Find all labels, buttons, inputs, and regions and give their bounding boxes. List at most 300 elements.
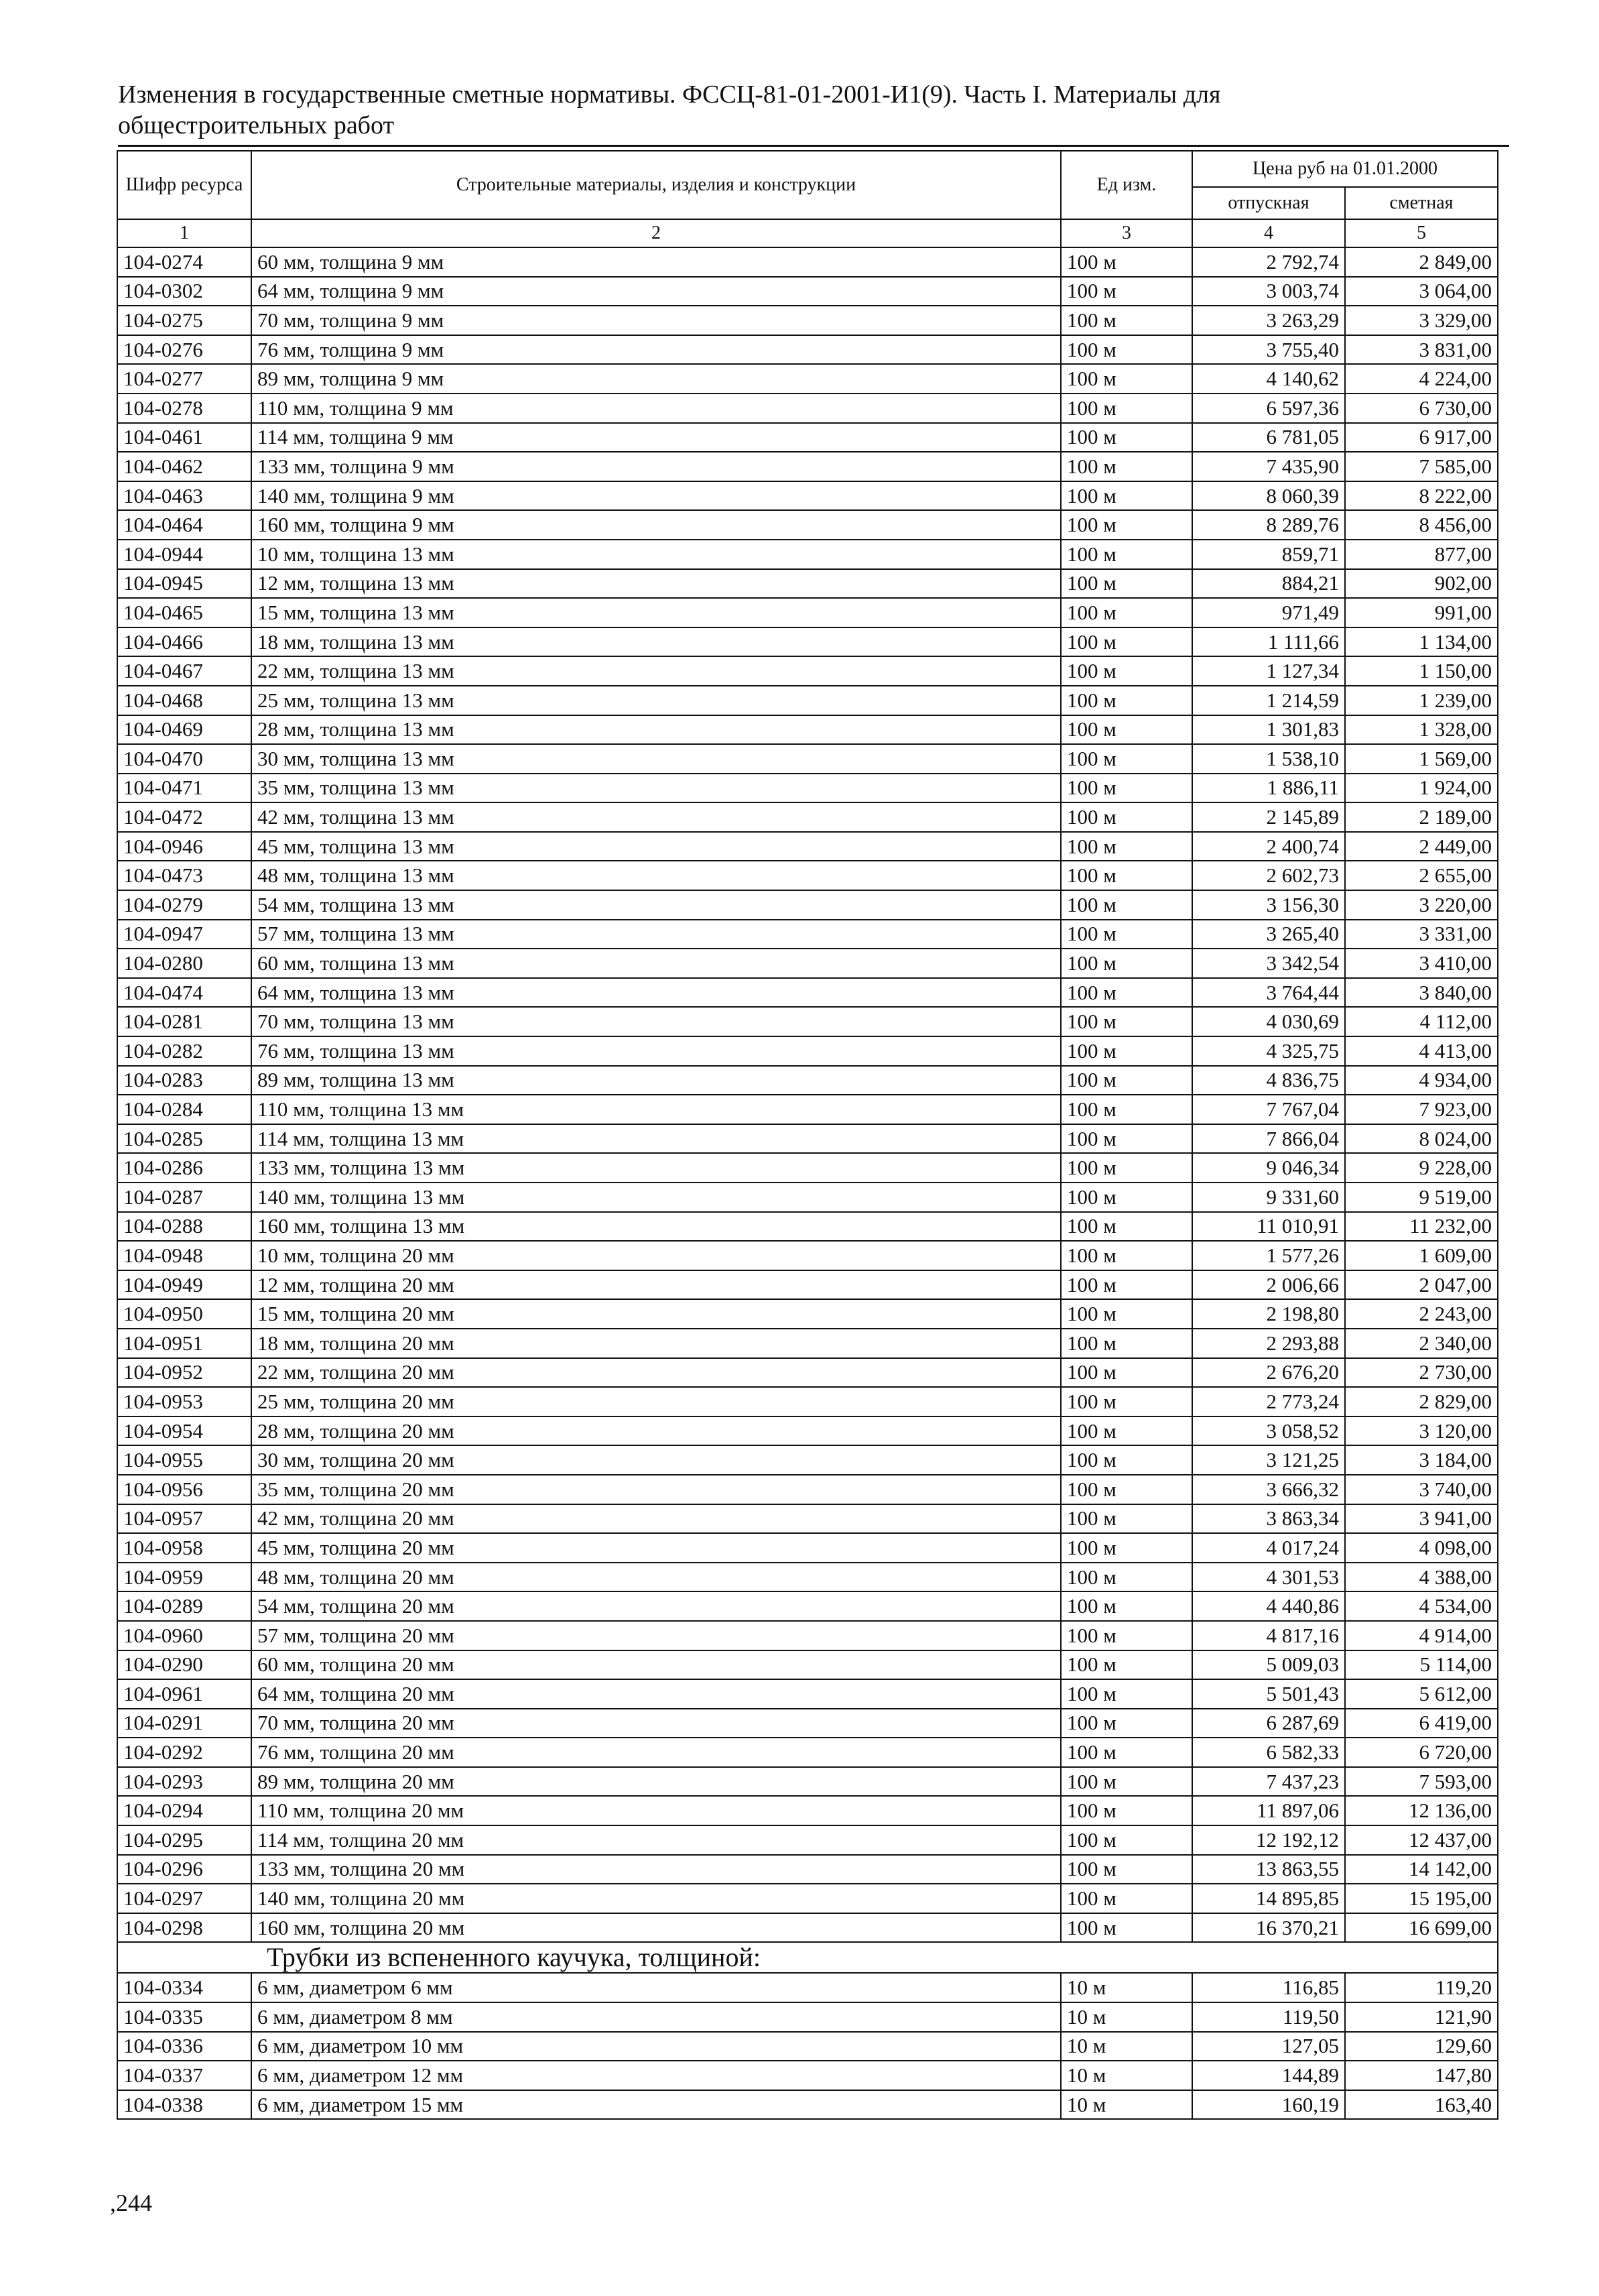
resource-code: 104-0336 (117, 2032, 251, 2061)
unit-of-measure: 100 м (1061, 1270, 1192, 1300)
resource-code: 104-0467 (117, 656, 251, 686)
release-price: 4 301,53 (1192, 1563, 1345, 1592)
release-price: 3 058,52 (1192, 1416, 1345, 1446)
unit-of-measure: 10 м (1061, 1973, 1192, 2002)
resource-code: 104-0287 (117, 1183, 251, 1212)
table-row (117, 306, 1498, 335)
estimate-price: 6 730,00 (1345, 394, 1498, 423)
resource-code: 104-0278 (117, 394, 251, 423)
unit-of-measure: 100 м (1061, 452, 1192, 481)
resource-code: 104-0950 (117, 1299, 251, 1329)
unit-of-measure: 100 м (1061, 1183, 1192, 1212)
material-name: 30 мм, толщина 13 мм (251, 744, 1061, 774)
table-row (117, 774, 1498, 803)
unit-of-measure: 100 м (1061, 1153, 1192, 1183)
resource-code: 104-0949 (117, 1270, 251, 1300)
release-price: 6 287,69 (1192, 1709, 1345, 1738)
material-name: 45 мм, толщина 20 мм (251, 1533, 1061, 1563)
release-price: 116,85 (1192, 1973, 1345, 2002)
table-row (117, 978, 1498, 1008)
release-price: 1 577,26 (1192, 1241, 1345, 1270)
resource-code: 104-0295 (117, 1825, 251, 1855)
resource-code: 104-0288 (117, 1212, 251, 1242)
material-name: 110 мм, толщина 20 мм (251, 1796, 1061, 1825)
material-name: 60 мм, толщина 13 мм (251, 949, 1061, 978)
unit-of-measure: 100 м (1061, 247, 1192, 277)
release-price: 2 293,88 (1192, 1329, 1345, 1358)
table-row (117, 1591, 1498, 1621)
estimate-price: 163,40 (1345, 2090, 1498, 2120)
table-row (117, 452, 1498, 481)
resource-code: 104-0289 (117, 1591, 251, 1621)
unit-of-measure: 100 м (1061, 1445, 1192, 1475)
estimate-price: 1 569,00 (1345, 744, 1498, 774)
unit-of-measure: 100 м (1061, 1036, 1192, 1066)
estimate-price: 3 329,00 (1345, 306, 1498, 335)
resource-code: 104-0956 (117, 1475, 251, 1504)
unit-of-measure: 100 м (1061, 481, 1192, 511)
table-row (117, 1855, 1498, 1884)
release-price: 119,50 (1192, 2002, 1345, 2032)
material-name: 22 мм, толщина 13 мм (251, 656, 1061, 686)
material-name: 89 мм, толщина 9 мм (251, 364, 1061, 394)
unit-of-measure: 100 м (1061, 1095, 1192, 1124)
resource-code: 104-0953 (117, 1387, 251, 1416)
table-row (117, 832, 1498, 861)
unit-of-measure: 100 м (1061, 774, 1192, 803)
unit-of-measure: 100 м (1061, 1709, 1192, 1738)
release-price: 4 440,86 (1192, 1591, 1345, 1621)
material-name: 6 мм, диаметром 8 мм (251, 2002, 1061, 2032)
table-row (117, 1621, 1498, 1650)
release-price: 4 817,16 (1192, 1621, 1345, 1650)
unit-of-measure: 100 м (1061, 1563, 1192, 1592)
material-name: 160 мм, толщина 20 мм (251, 1913, 1061, 1943)
release-price: 1 301,83 (1192, 715, 1345, 745)
estimate-price: 5 612,00 (1345, 1679, 1498, 1709)
resource-code: 104-0282 (117, 1036, 251, 1066)
estimate-price: 3 331,00 (1345, 920, 1498, 949)
resource-code: 104-0955 (117, 1445, 251, 1475)
release-price: 7 866,04 (1192, 1124, 1345, 1154)
resource-code: 104-0291 (117, 1709, 251, 1738)
estimate-price: 11 232,00 (1345, 1212, 1498, 1242)
unit-of-measure: 100 м (1061, 890, 1192, 920)
table-row (117, 1241, 1498, 1270)
release-price: 7 437,23 (1192, 1767, 1345, 1797)
unit-of-measure: 100 м (1061, 1416, 1192, 1446)
release-price: 1 214,59 (1192, 686, 1345, 715)
release-price: 4 017,24 (1192, 1533, 1345, 1563)
material-name: 42 мм, толщина 13 мм (251, 802, 1061, 832)
unit-of-measure: 100 м (1061, 715, 1192, 745)
section-title: Трубки из вспененного каучука, толщиной: (117, 1942, 1498, 1973)
resource-code: 104-0464 (117, 510, 251, 540)
unit-of-measure: 100 м (1061, 978, 1192, 1008)
unit-of-measure: 100 м (1061, 1066, 1192, 1095)
unit-of-measure: 100 м (1061, 1299, 1192, 1329)
table-body (117, 247, 1498, 1942)
release-price: 3 121,25 (1192, 1445, 1345, 1475)
estimate-price: 4 224,00 (1345, 364, 1498, 394)
estimate-price: 3 840,00 (1345, 978, 1498, 1008)
resource-code: 104-0298 (117, 1913, 251, 1943)
estimate-price: 991,00 (1345, 598, 1498, 627)
table-row (117, 394, 1498, 423)
unit-of-measure: 100 м (1061, 1913, 1192, 1943)
unit-of-measure: 100 м (1061, 1241, 1192, 1270)
table-row (117, 2032, 1498, 2061)
estimate-price: 2 849,00 (1345, 247, 1498, 277)
unit-of-measure: 100 м (1061, 335, 1192, 365)
unit-of-measure: 100 м (1061, 1007, 1192, 1036)
estimate-price: 4 112,00 (1345, 1007, 1498, 1036)
table-row (117, 1270, 1498, 1300)
estimate-price: 2 243,00 (1345, 1299, 1498, 1329)
resource-code: 104-0474 (117, 978, 251, 1008)
unit-of-measure: 100 м (1061, 1825, 1192, 1855)
table-row (117, 715, 1498, 745)
unit-of-measure: 100 м (1061, 1621, 1192, 1650)
table-row (117, 1007, 1498, 1036)
material-name: 12 мм, толщина 20 мм (251, 1270, 1061, 1300)
col-number: 1 (117, 219, 251, 247)
unit-of-measure: 100 м (1061, 1533, 1192, 1563)
material-name: 76 мм, толщина 13 мм (251, 1036, 1061, 1066)
material-name: 57 мм, толщина 13 мм (251, 920, 1061, 949)
resource-code: 104-0469 (117, 715, 251, 745)
material-name: 35 мм, толщина 20 мм (251, 1475, 1061, 1504)
material-name: 133 мм, толщина 9 мм (251, 452, 1061, 481)
release-price: 2 602,73 (1192, 861, 1345, 890)
material-name: 89 мм, толщина 13 мм (251, 1066, 1061, 1095)
unit-of-measure: 10 м (1061, 2090, 1192, 2120)
estimate-price: 147,80 (1345, 2061, 1498, 2090)
material-name: 133 мм, толщина 20 мм (251, 1855, 1061, 1884)
material-name: 25 мм, толщина 13 мм (251, 686, 1061, 715)
col-header-price-group: Цена руб на 01.01.2000 (1192, 151, 1498, 187)
table-row (117, 1679, 1498, 1709)
table-row (117, 1036, 1498, 1066)
resource-code: 104-0276 (117, 335, 251, 365)
col-number: 5 (1345, 219, 1498, 247)
release-price: 2 792,74 (1192, 247, 1345, 277)
col-header-release: отпускная (1192, 187, 1345, 219)
material-name: 114 мм, толщина 13 мм (251, 1124, 1061, 1154)
release-price: 3 265,40 (1192, 920, 1345, 949)
estimate-price: 4 388,00 (1345, 1563, 1498, 1592)
resource-code: 104-0473 (117, 861, 251, 890)
material-name: 140 мм, толщина 20 мм (251, 1884, 1061, 1913)
release-price: 2 006,66 (1192, 1270, 1345, 1300)
unit-of-measure: 100 м (1061, 1591, 1192, 1621)
release-price: 9 046,34 (1192, 1153, 1345, 1183)
release-price: 884,21 (1192, 569, 1345, 599)
release-price: 1 538,10 (1192, 744, 1345, 774)
estimate-price: 2 829,00 (1345, 1387, 1498, 1416)
section-header-row (117, 1942, 1498, 1973)
material-name: 140 мм, толщина 13 мм (251, 1183, 1061, 1212)
resource-code: 104-0275 (117, 306, 251, 335)
estimate-price: 8 456,00 (1345, 510, 1498, 540)
release-price: 2 676,20 (1192, 1358, 1345, 1388)
col-number: 3 (1061, 219, 1192, 247)
resource-code: 104-0462 (117, 452, 251, 481)
estimate-price: 3 410,00 (1345, 949, 1498, 978)
release-price: 1 111,66 (1192, 627, 1345, 657)
estimate-price: 1 134,00 (1345, 627, 1498, 657)
estimate-price: 6 720,00 (1345, 1738, 1498, 1767)
table-row (117, 686, 1498, 715)
table-row (117, 1066, 1498, 1095)
unit-of-measure: 100 м (1061, 802, 1192, 832)
estimate-price: 5 114,00 (1345, 1650, 1498, 1680)
table-row (117, 540, 1498, 569)
estimate-price: 3 941,00 (1345, 1504, 1498, 1534)
unit-of-measure: 100 м (1061, 920, 1192, 949)
unit-of-measure: 100 м (1061, 656, 1192, 686)
table-row (117, 1095, 1498, 1124)
material-name: 45 мм, толщина 13 мм (251, 832, 1061, 861)
resource-code: 104-0296 (117, 1855, 251, 1884)
resource-code: 104-0961 (117, 1679, 251, 1709)
material-name: 48 мм, толщина 20 мм (251, 1563, 1061, 1592)
unit-of-measure: 100 м (1061, 423, 1192, 452)
table-row (117, 890, 1498, 920)
material-name: 70 мм, толщина 13 мм (251, 1007, 1061, 1036)
release-price: 2 145,89 (1192, 802, 1345, 832)
col-number: 2 (251, 219, 1061, 247)
resource-code: 104-0285 (117, 1124, 251, 1154)
material-name: 6 мм, диаметром 6 мм (251, 1973, 1061, 2002)
table-row (117, 481, 1498, 511)
resource-code: 104-0294 (117, 1796, 251, 1825)
release-price: 3 863,34 (1192, 1504, 1345, 1534)
resource-code: 104-0280 (117, 949, 251, 978)
release-price: 3 263,29 (1192, 306, 1345, 335)
table-row (117, 1299, 1498, 1329)
unit-of-measure: 100 м (1061, 744, 1192, 774)
resource-code: 104-0948 (117, 1241, 251, 1270)
table-row (117, 861, 1498, 890)
resource-code: 104-0471 (117, 774, 251, 803)
estimate-price: 1 328,00 (1345, 715, 1498, 745)
release-price: 3 003,74 (1192, 277, 1345, 306)
material-name: 160 мм, толщина 9 мм (251, 510, 1061, 540)
material-name: 6 мм, диаметром 10 мм (251, 2032, 1061, 2061)
material-name: 114 мм, толщина 9 мм (251, 423, 1061, 452)
table-row (117, 598, 1498, 627)
unit-of-measure: 100 м (1061, 686, 1192, 715)
estimate-price: 1 609,00 (1345, 1241, 1498, 1270)
header-rule (118, 145, 1509, 147)
release-price: 8 060,39 (1192, 481, 1345, 511)
unit-of-measure: 100 м (1061, 1767, 1192, 1797)
unit-of-measure: 100 м (1061, 832, 1192, 861)
estimate-price: 877,00 (1345, 540, 1498, 569)
table-row (117, 656, 1498, 686)
material-name: 18 мм, толщина 20 мм (251, 1329, 1061, 1358)
material-name: 140 мм, толщина 9 мм (251, 481, 1061, 511)
resource-code: 104-0957 (117, 1504, 251, 1534)
unit-of-measure: 100 м (1061, 1504, 1192, 1534)
resource-code: 104-0463 (117, 481, 251, 511)
resource-code: 104-0338 (117, 2090, 251, 2120)
release-price: 7 435,90 (1192, 452, 1345, 481)
estimate-price: 902,00 (1345, 569, 1498, 599)
col-number: 4 (1192, 219, 1345, 247)
material-name: 110 мм, толщина 13 мм (251, 1095, 1061, 1124)
material-name: 54 мм, толщина 13 мм (251, 890, 1061, 920)
table-row (117, 2002, 1498, 2032)
material-name: 57 мм, толщина 20 мм (251, 1621, 1061, 1650)
release-price: 6 597,36 (1192, 394, 1345, 423)
release-price: 2 773,24 (1192, 1387, 1345, 1416)
estimate-price: 129,60 (1345, 2032, 1498, 2061)
material-name: 110 мм, толщина 9 мм (251, 394, 1061, 423)
resource-code: 104-0951 (117, 1329, 251, 1358)
estimate-price: 4 534,00 (1345, 1591, 1498, 1621)
release-price: 4 140,62 (1192, 364, 1345, 394)
table-row (117, 1796, 1498, 1825)
material-name: 64 мм, толщина 13 мм (251, 978, 1061, 1008)
resource-code: 104-0472 (117, 802, 251, 832)
table-row (117, 1533, 1498, 1563)
release-price: 160,19 (1192, 2090, 1345, 2120)
table-row (117, 1825, 1498, 1855)
resource-code: 104-0470 (117, 744, 251, 774)
resource-code: 104-0465 (117, 598, 251, 627)
estimate-price: 2 655,00 (1345, 861, 1498, 890)
unit-of-measure: 100 м (1061, 949, 1192, 978)
table-row (117, 1475, 1498, 1504)
release-price: 127,05 (1192, 2032, 1345, 2061)
material-name: 64 мм, толщина 9 мм (251, 277, 1061, 306)
resource-code: 104-0274 (117, 247, 251, 277)
resource-code: 104-0468 (117, 686, 251, 715)
table-row (117, 802, 1498, 832)
unit-of-measure: 100 м (1061, 277, 1192, 306)
resource-code: 104-0281 (117, 1007, 251, 1036)
resource-code: 104-0954 (117, 1416, 251, 1446)
release-price: 12 192,12 (1192, 1825, 1345, 1855)
release-price: 7 767,04 (1192, 1095, 1345, 1124)
unit-of-measure: 100 м (1061, 861, 1192, 890)
estimate-price: 15 195,00 (1345, 1884, 1498, 1913)
table-row (117, 1973, 1498, 2002)
table-row (117, 1767, 1498, 1797)
unit-of-measure: 100 м (1061, 1329, 1192, 1358)
table-row (117, 1212, 1498, 1242)
material-name: 48 мм, толщина 13 мм (251, 861, 1061, 890)
table-row (117, 949, 1498, 978)
release-price: 9 331,60 (1192, 1183, 1345, 1212)
estimate-price: 7 923,00 (1345, 1095, 1498, 1124)
unit-of-measure: 100 м (1061, 540, 1192, 569)
table-row (117, 1650, 1498, 1680)
estimate-price: 3 120,00 (1345, 1416, 1498, 1446)
col-header-name: Строительные материалы, изделия и конструкции (251, 151, 1061, 219)
release-price: 11 010,91 (1192, 1212, 1345, 1242)
unit-of-measure: 100 м (1061, 1884, 1192, 1913)
unit-of-measure: 10 м (1061, 2061, 1192, 2090)
release-price: 6 582,33 (1192, 1738, 1345, 1767)
unit-of-measure: 10 м (1061, 2032, 1192, 2061)
estimate-price: 2 730,00 (1345, 1358, 1498, 1388)
material-name: 22 мм, толщина 20 мм (251, 1358, 1061, 1388)
material-name: 15 мм, толщина 13 мм (251, 598, 1061, 627)
estimate-price: 3 740,00 (1345, 1475, 1498, 1504)
unit-of-measure: 100 м (1061, 1212, 1192, 1242)
unit-of-measure: 100 м (1061, 1387, 1192, 1416)
table-row (117, 423, 1498, 452)
table-row (117, 569, 1498, 599)
resource-code: 104-0461 (117, 423, 251, 452)
estimate-price: 7 585,00 (1345, 452, 1498, 481)
resource-code: 104-0946 (117, 832, 251, 861)
resource-code: 104-0293 (117, 1767, 251, 1797)
unit-of-measure: 100 м (1061, 1855, 1192, 1884)
table-row (117, 247, 1498, 277)
table-row (117, 1153, 1498, 1183)
estimate-price: 3 220,00 (1345, 890, 1498, 920)
release-price: 3 156,30 (1192, 890, 1345, 920)
unit-of-measure: 100 м (1061, 598, 1192, 627)
table-row (117, 744, 1498, 774)
material-name: 15 мм, толщина 20 мм (251, 1299, 1061, 1329)
release-price: 859,71 (1192, 540, 1345, 569)
estimate-price: 6 917,00 (1345, 423, 1498, 452)
material-name: 25 мм, толщина 20 мм (251, 1387, 1061, 1416)
page-number: ,244 (110, 2189, 152, 2216)
material-name: 35 мм, толщина 13 мм (251, 774, 1061, 803)
unit-of-measure: 100 м (1061, 394, 1192, 423)
table-row (117, 1124, 1498, 1154)
resource-code: 104-0945 (117, 569, 251, 599)
table-row (117, 335, 1498, 365)
table-row (117, 2061, 1498, 2090)
estimate-price: 3 831,00 (1345, 335, 1498, 365)
release-price: 144,89 (1192, 2061, 1345, 2090)
estimate-price: 16 699,00 (1345, 1913, 1498, 1943)
material-name: 60 мм, толщина 20 мм (251, 1650, 1061, 1680)
unit-of-measure: 100 м (1061, 1475, 1192, 1504)
release-price: 3 342,54 (1192, 949, 1345, 978)
material-name: 76 мм, толщина 9 мм (251, 335, 1061, 365)
release-price: 3 764,44 (1192, 978, 1345, 1008)
unit-of-measure: 10 м (1061, 2002, 1192, 2032)
unit-of-measure: 100 м (1061, 1796, 1192, 1825)
release-price: 13 863,55 (1192, 1855, 1345, 1884)
table-row (117, 1709, 1498, 1738)
material-name: 10 мм, толщина 20 мм (251, 1241, 1061, 1270)
resource-code: 104-0297 (117, 1884, 251, 1913)
estimate-price: 12 136,00 (1345, 1796, 1498, 1825)
estimate-price: 2 189,00 (1345, 802, 1498, 832)
estimate-price: 1 924,00 (1345, 774, 1498, 803)
section-rows (117, 1973, 1498, 2119)
release-price: 2 400,74 (1192, 832, 1345, 861)
resource-code: 104-0284 (117, 1095, 251, 1124)
table-row (117, 510, 1498, 540)
resource-code: 104-0335 (117, 2002, 251, 2032)
release-price: 5 501,43 (1192, 1679, 1345, 1709)
release-price: 8 289,76 (1192, 510, 1345, 540)
estimate-price: 4 934,00 (1345, 1066, 1498, 1095)
release-price: 971,49 (1192, 598, 1345, 627)
estimate-price: 2 340,00 (1345, 1329, 1498, 1358)
resource-code: 104-0958 (117, 1533, 251, 1563)
